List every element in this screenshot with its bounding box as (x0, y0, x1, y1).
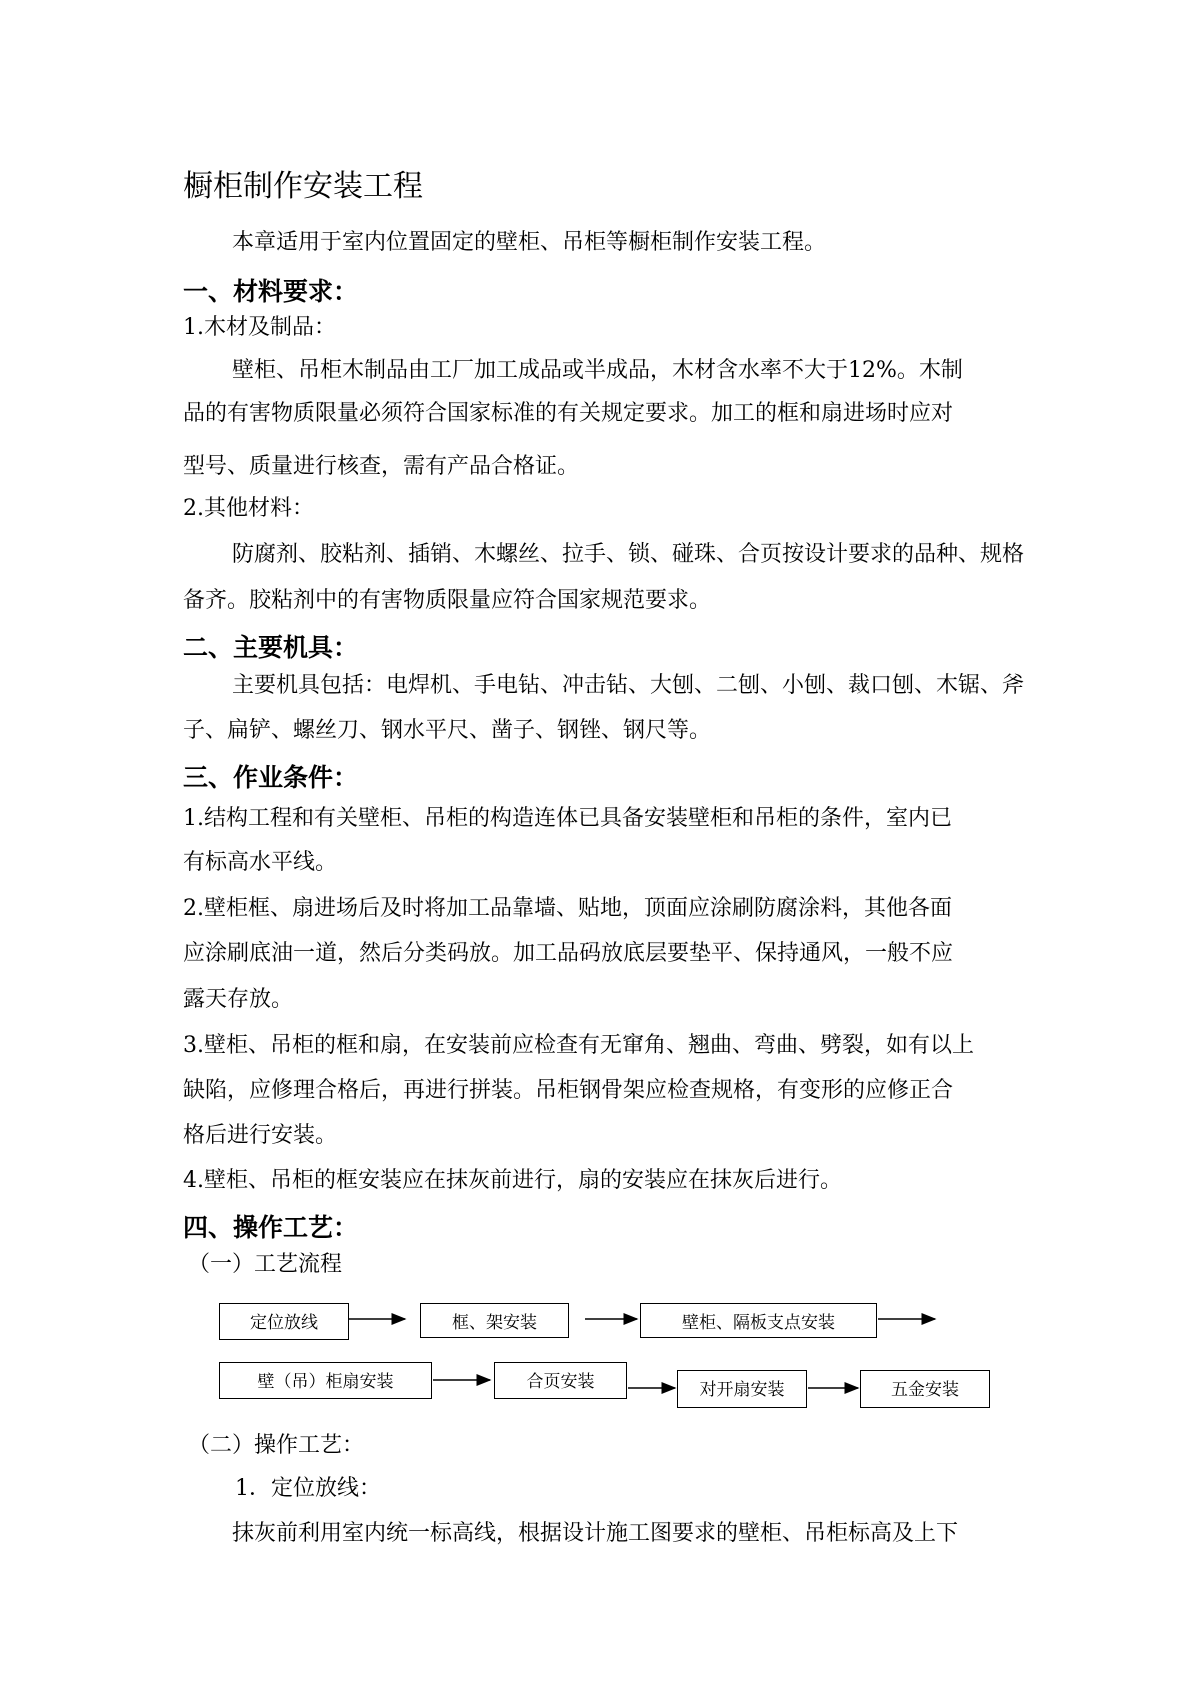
flow-step-shelf-support: 壁柜、隔板支点安装 (640, 1303, 877, 1338)
s3-line: 4.壁柜、吊柜的框安装应在抹灰前进行，扇的安装应在抹灰后进行。 (183, 1168, 842, 1193)
s1-item1-title: 1.木材及制品： (183, 315, 336, 340)
flow-step-positioning: 定位放线 (219, 1303, 349, 1340)
s3-line: 2.壁柜框、扇进场后及时将加工品靠墙、贴地，顶面应涂刷防腐涂料，其他各面 (183, 896, 952, 921)
flow-step-door-install: 壁（吊）柜扇安装 (219, 1362, 432, 1399)
s3-line: 1.结构工程和有关壁柜、吊柜的构造连体已具备安装壁柜和吊柜的条件，室内已 (183, 806, 952, 831)
flow-step-hardware-install: 五金安装 (860, 1370, 990, 1408)
s3-line: 缺陷，应修理合格后，再进行拼装。吊柜钢骨架应检查规格，有变形的应修正合 (183, 1078, 954, 1103)
flow-step-double-door-install: 对开扇安装 (677, 1370, 807, 1408)
s3-line: 应涂刷底油一道，然后分类码放。加工品码放底层要垫平、保持通风，一般不应 (183, 941, 954, 966)
section-3-heading: 三、作业条件： (183, 763, 359, 792)
operation-subheading: （二）操作工艺： (188, 1433, 365, 1458)
s1-item2-title: 2.其他材料： (183, 496, 314, 521)
s1-item2-line: 防腐剂、胶粘剂、插销、木螺丝、拉手、锁、碰珠、合页按设计要求的品种、规格 (232, 542, 1025, 567)
flow-step-frame-install: 框、架安装 (420, 1303, 569, 1338)
section-4-heading: 四、操作工艺： (183, 1213, 359, 1242)
s3-line: 格后进行安装。 (183, 1123, 338, 1148)
flow-step-hinge-install: 合页安装 (494, 1362, 627, 1399)
s3-line: 露天存放。 (183, 987, 294, 1012)
section-1-heading: 一、材料要求： (183, 277, 359, 306)
process-flow-subheading: （一）工艺流程 (188, 1252, 343, 1277)
section-2-heading: 二、主要机具： (183, 633, 359, 662)
s3-line: 有标高水平线。 (183, 850, 338, 875)
s1-item1-line: 型号、质量进行核查，需有产品合格证。 (183, 454, 580, 479)
intro-paragraph: 本章适用于室内位置固定的壁柜、吊柜等橱柜制作安装工程。 (232, 230, 827, 255)
page-title: 橱柜制作安装工程 (183, 169, 423, 204)
step-1-line: 抹灰前利用室内统一标高线，根据设计施工图要求的壁柜、吊柜标高及上下 (232, 1521, 959, 1546)
s3-line: 3.壁柜、吊柜的框和扇，在安装前应检查有无窜角、翘曲、弯曲、劈裂，如有以上 (183, 1033, 974, 1058)
s1-item1-line: 壁柜、吊柜木制品由工厂加工成品或半成品，木材含水率不大于12%。木制 (232, 358, 963, 383)
s1-item2-line: 备齐。胶粘剂中的有害物质限量应符合国家规范要求。 (183, 588, 712, 613)
s1-item1-line: 品的有害物质限量必须符合国家标准的有关规定要求。加工的框和扇进场时应对 (183, 401, 954, 426)
step-1-title: 1．定位放线： (235, 1476, 381, 1501)
s2-line: 子、扁铲、螺丝刀、钢水平尺、凿子、钢锉、钢尺等。 (183, 718, 712, 743)
s2-line: 主要机具包括：电焊机、手电钻、冲击钻、大刨、二刨、小刨、裁口刨、木锯、斧 (232, 673, 1025, 698)
